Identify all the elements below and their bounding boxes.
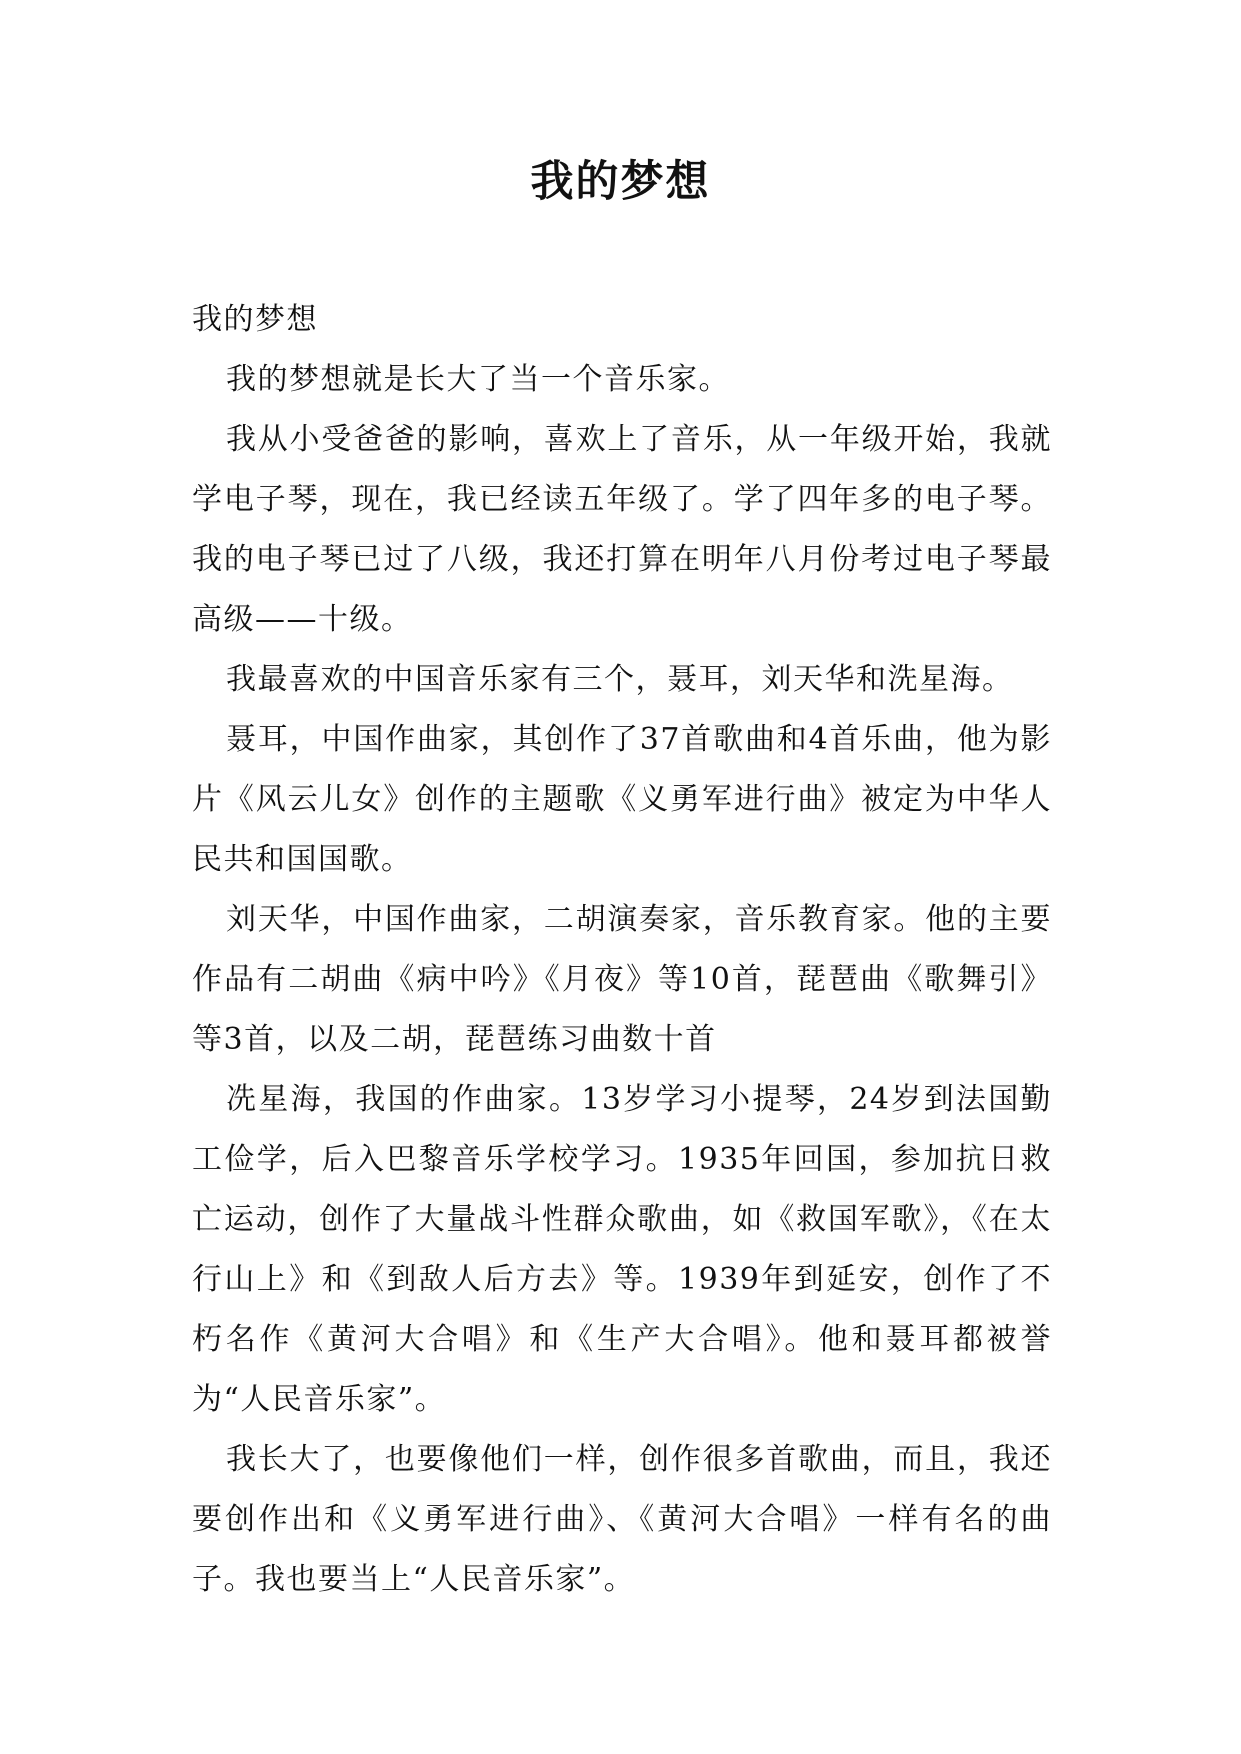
- document-body: [192, 290, 1052, 1610]
- body-paragraph: 我的梦想就是长大了当一个音乐家。: [226, 362, 730, 397]
- body-paragraph: 聂耳，中国作曲家，其创作了37首歌曲和4首乐曲，他为影片《风云儿女》创作的主题歌《义勇军进行曲》被定为中华人民共和国国歌。: [192, 722, 1052, 877]
- body-paragraph: 刘天华，中国作曲家，二胡演奏家，音乐教育家。他的主要作品有二胡曲《病中吟》《月夜》等10首，琵琶曲《歌舞引》等3首，以及二胡，琵琶练习曲数十首: [192, 902, 1052, 1057]
- subtitle-paragraph: 我的梦想: [192, 302, 318, 337]
- body-paragraph: 我最喜欢的中国音乐家有三个，聂耳，刘天华和洗星海。: [226, 662, 1014, 697]
- body-paragraph: 我从小受爸爸的影响，喜欢上了音乐，从一年级开始，我就学电子琴，现在，我已经读五年级了。学了四年多的电子琴。我的电子琴已过了八级，我还打算在明年八月份考过电子琴最高级——十级。: [192, 422, 1052, 637]
- body-paragraph: 我长大了，也要像他们一样，创作很多首歌曲，而且，我还要创作出和《义勇军进行曲》、《黄河大合唱》一样有名的曲子。我也要当上“人民音乐家”。: [192, 1442, 1052, 1597]
- document-title: 我的梦想: [530, 157, 711, 207]
- body-paragraph: 冼星海，我国的作曲家。13岁学习小提琴，24岁到法国勤工俭学，后入巴黎音乐学校学习。1935年回国，参加抗日救亡运动，创作了大量战斗性群众歌曲，如《救国军歌》，《在太行山上》和《到敌人后方去》等。1939年到延安，创作了不朽名作《黄河大合唱》和《生产大合唱》。他和聂耳都被誉为“人民音乐家”。: [192, 1082, 1052, 1417]
